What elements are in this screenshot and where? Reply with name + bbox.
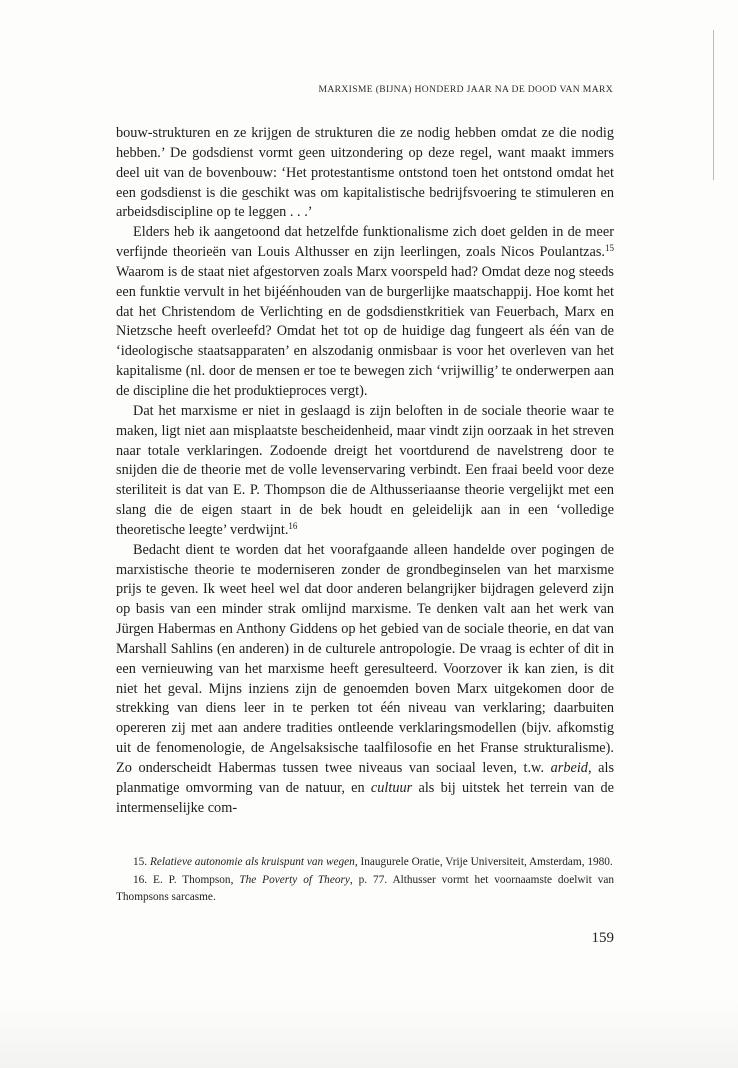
page-edge-line xyxy=(713,30,714,180)
footnote-16: 16. E. P. Thompson, The Poverty of Theory, p. 77. Althusser vormt het voornaamste doelwit van Thompsons sarcasme. xyxy=(116,874,615,903)
paragraph-1: bouw-strukturen en ze krijgen de strukturen die ze nodig hebben omdat ze die nodig hebben.’ De godsdienst vormt geen uitzondering op deze regel, want maakt immers deel uit van de bovenbouw: ‘Het protestantisme ontstond toen het ontstond omdat het een godsdienst is die geschikt was om kapitalistische bedrijfsvoering te stimuleren en arbeidsdiscipline op te leggen . . .’ xyxy=(116,125,614,221)
footnote-ref-15: 15 xyxy=(605,243,614,254)
scan-shadow xyxy=(0,1000,738,1068)
body-text xyxy=(116,124,614,819)
paragraph-2: Elders heb ik aangetoond dat hetzelfde funktionalisme zich doet gelden in de meer verfijnde theorieën van Louis Althusser en zijn leerlingen, zoals Nicos Poulantzas.$^{15}$ Waarom is de staat niet afgestorven zoals Marx voorspeld had? Omdat deze nog steeds een funktie vervult in het bijéénhouden van de burgerlijke maatschappij. Hoe komt het dat het Christendom de Verlichting en de godsdienstkritiek van Feuerbach, Marx en Nietzsche heeft overleefd? Omdat het tot op de huidige dag fungeert als één van de ‘ideologische staatsapparaten’ en alszodanig onmisbaar is voor het overleven van het kapitalisme (nl. door de mensen er toe te bewegen zich ‘vrijwillig’ te onderwerpen aan de discipline die het produktieproces vergt). xyxy=(116,224,614,399)
page-number: 159 xyxy=(591,930,614,946)
paragraph-4: Bedacht dient te worden dat het voorafgaande alleen handelde over pogingen de marxistische theorie te moderniseren zonder de grondbeginselen van het marxisme prijs te geven. Ik weet heel wel dat door anderen belangrijker bijdragen geleverd zijn op basis van een minder strak omlijnd marxisme. Te denken valt aan het werk van Jürgen Habermas en Anthony Giddens op het gebied van de sociale theorie, en dat van Marshall Sahlins (en anderen) in de culturele antropologie. De vraag is echter of dit in een vernieuwing van het marxisme heeft geresulteerd. Voorzover ik kan zien, is dit niet het geval. Mijns inziens zijn de genoemden boven Marx uitgekomen door de strekking van diens leer in te perken tot één niveau van verklaring; daarbuiten opereren zij met aan andere tradities ontleende verklaringsmodellen (bijv. afkomstig uit de fenomenologie, de Angelsaksische taalfilosofie en het Franse strukturalisme). Zo onderscheidt Habermas tussen twee niveaus van sociaal leven, t.w. arbeid, als planmatige omvorming van de natuur, en cultuur als bij uitstek het terrein van de intermenselijke com- xyxy=(116,541,615,816)
running-head: MARXISME (BIJNA) HONDERD JAAR NA DE DOOD VAN MARX xyxy=(318,84,613,95)
footnote-15: 15. Relatieve autonomie als kruispunt van wegen, Inaugurele Oratie, Vrije Universiteit, Amsterdam, 1980. xyxy=(133,856,613,868)
paragraph-3: Dat het marxisme er niet in geslaagd is zijn beloften in de sociale theorie waar te maken, ligt niet aan misplaatste bescheidenheid, maar vindt zijn oorzaak in het streven naar totale verklaringen. Zodoende dreigt het voortdurend de navelstreng door te snijden die de theorie met de volle levenservaring verbindt. Een fraai beeld voor deze steriliteit is dat van E. P. Thompson die de Althusseriaanse theorie vergelijkt met een slang die de eigen staart in de bek houdt en geleidelijk aan in een ‘volledige theoretische leegte’ verdwijnt.$^{16}$ xyxy=(116,402,614,538)
footnote-ref-16: 16 xyxy=(288,520,298,531)
footnotes xyxy=(116,854,614,907)
